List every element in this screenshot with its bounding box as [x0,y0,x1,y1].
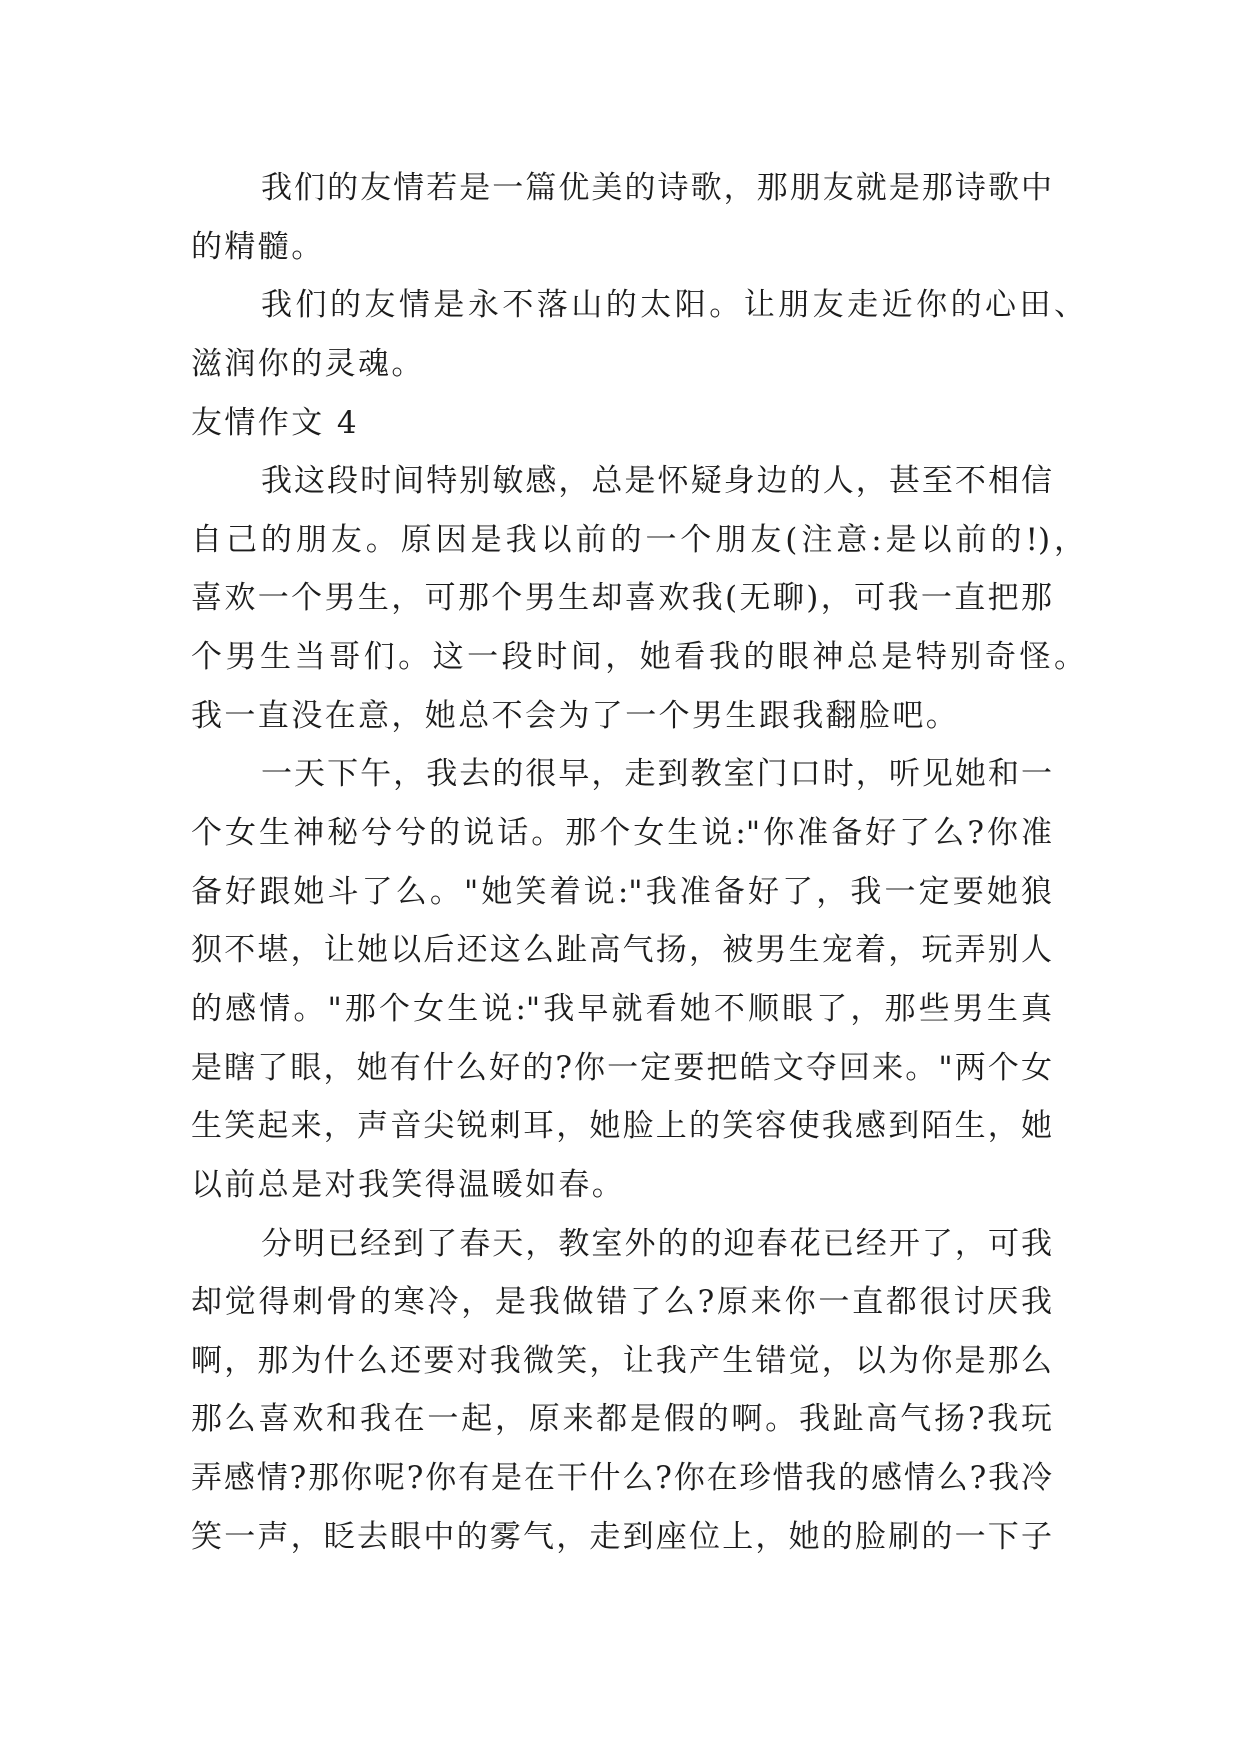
paragraph-line: 狈不堪，让她以后还这么趾高气扬，被男生宠着，玩弄别人 [191,932,1052,969]
section-heading: 友情作文 4 [191,404,359,441]
paragraph [191,745,1091,1214]
paragraph-line: 的感情。"那个女生说:"我早就看她不顺眼了，那些男生真 [191,990,1052,1027]
paragraph-line: 我们的友情是永不落山的太阳。让朋友走近你的心田、 [261,287,1085,324]
paragraph-line: 笑一声，眨去眼中的雾气，走到座位上，她的脸刷的一下子 [191,1518,1052,1555]
paragraph-line: 那么喜欢和我在一起，原来都是假的啊。我趾高气扬?我玩 [191,1401,1052,1438]
paragraph-line: 喜欢一个男生，可那个男生却喜欢我(无聊)，可我一直把那 [191,580,1052,617]
paragraph-line: 的精髓。 [191,228,325,265]
paragraph-line: 我一直没在意，她总不会为了一个男生跟我翻脸吧。 [191,697,960,734]
paragraph-line: 滋润你的灵魂。 [191,345,425,382]
paragraph-line: 我们的友情若是一篇优美的诗歌，那朋友就是那诗歌中 [261,170,1052,206]
paragraph-line: 分明已经到了春天，教室外的的迎春花已经开了，可我 [261,1225,1052,1262]
paragraph-line: 我这段时间特别敏感，总是怀疑身边的人，甚至不相信 [261,463,1052,500]
document-body [191,159,1091,1566]
paragraph-line: 是瞎了眼，她有什么好的?你一定要把皓文夺回来。"两个女 [191,1049,1052,1086]
paragraph-line: 备好跟她斗了么。"她笑着说:"我准备好了，我一定要她狼 [191,873,1052,910]
paragraph-line: 弄感情?那你呢?你有是在干什么?你在珍惜我的感情么?我冷 [191,1460,1052,1497]
paragraph [191,276,1091,393]
paragraph-line: 以前总是对我笑得温暖如春。 [191,1166,626,1203]
paragraph [191,452,1091,745]
paragraph-line: 个女生神秘兮兮的说话。那个女生说:"你准备好了么?你准 [191,815,1052,852]
paragraph [191,159,1091,276]
paragraph-line: 一天下午，我去的很早，走到教室门口时，听见她和一 [261,756,1052,793]
paragraph [191,1215,1091,1567]
paragraph-line: 啊，那为什么还要对我微笑，让我产生错觉，以为你是那么 [191,1342,1052,1379]
paragraph-line: 个男生当哥们。这一段时间，她看我的眼神总是特别奇怪。 [191,639,1085,676]
paragraph-line: 却觉得刺骨的寒冷，是我做错了么?原来你一直都很讨厌我 [191,1284,1052,1321]
paragraph-line: 生笑起来，声音尖锐刺耳，她脸上的笑容使我感到陌生，她 [191,1108,1052,1145]
paragraph-line: 自己的朋友。原因是我以前的一个朋友(注意:是以前的!)， [191,521,1085,558]
